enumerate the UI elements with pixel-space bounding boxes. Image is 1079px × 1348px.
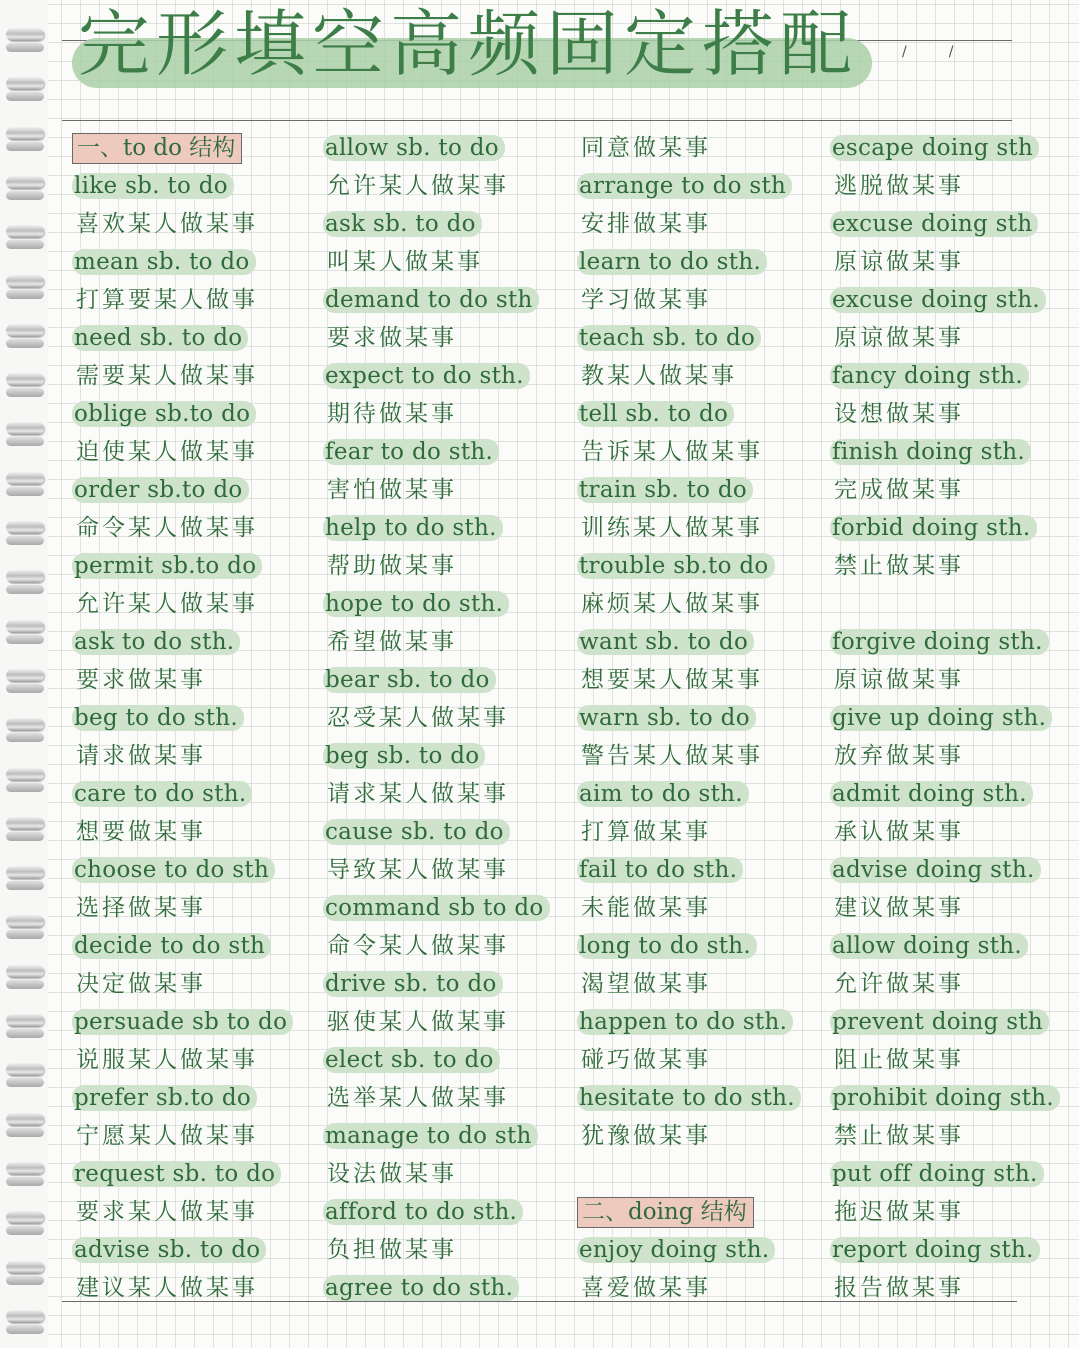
english-phrase: teach sb. to do — [577, 325, 761, 351]
phrase-row — [577, 623, 827, 661]
phrase-row — [830, 927, 1075, 965]
spiral-ring — [6, 915, 44, 928]
chinese-meaning: 原谅做某事 — [834, 249, 964, 275]
meaning-row — [830, 965, 1075, 1003]
chinese-meaning: 警告某人做某事 — [581, 743, 763, 769]
spiral-ring — [6, 176, 44, 189]
phrase-row — [323, 965, 573, 1003]
meaning-row — [323, 547, 573, 585]
spiral-ring — [6, 422, 44, 435]
english-phrase: give up doing sth. — [830, 705, 1052, 731]
english-phrase: train sb. to do — [577, 477, 753, 503]
phrase-row — [830, 509, 1075, 547]
phrase-row — [577, 395, 827, 433]
phrase-row — [72, 1155, 322, 1193]
english-phrase: forbid doing sth. — [830, 515, 1037, 541]
phrase-row — [577, 927, 827, 965]
english-phrase: elect sb. to do — [323, 1047, 500, 1073]
meaning-row — [72, 509, 322, 547]
chinese-meaning: 允许某人做某事 — [76, 591, 258, 617]
spiral-ring — [6, 1113, 44, 1126]
chinese-meaning: 放弃做某事 — [834, 743, 964, 769]
meaning-row — [323, 395, 573, 433]
page-title: 完形填空高频固定搭配 — [78, 2, 859, 86]
chinese-meaning: 想要某人做某事 — [581, 667, 763, 693]
column-3 — [577, 129, 827, 1307]
meaning-row — [323, 927, 573, 965]
chinese-meaning: 想要做某事 — [76, 819, 206, 845]
spiral-ring — [6, 1162, 44, 1175]
phrase-row — [577, 471, 827, 509]
corner-mark: / — [948, 44, 954, 60]
meaning-row — [72, 585, 322, 623]
meaning-row — [323, 471, 573, 509]
chinese-meaning: 要求做某事 — [327, 325, 457, 351]
meaning-row — [577, 281, 827, 319]
chinese-meaning: 承认做某事 — [834, 819, 964, 845]
spiral-ring — [6, 1211, 44, 1224]
meaning-row — [72, 661, 322, 699]
phrase-row — [323, 281, 573, 319]
chinese-meaning: 决定做某事 — [76, 971, 206, 997]
phrase-row — [72, 167, 322, 205]
english-phrase: persuade sb to do — [72, 1009, 293, 1035]
phrase-row — [830, 1155, 1075, 1193]
english-phrase: prefer sb.to do — [72, 1085, 257, 1111]
english-phrase: long to do sth. — [577, 933, 757, 959]
phrase-row — [72, 319, 322, 357]
english-phrase: agree to do sth. — [323, 1275, 519, 1301]
english-phrase: forgive doing sth. — [830, 629, 1049, 655]
chinese-meaning: 拖迟做某事 — [834, 1199, 964, 1225]
english-phrase: excuse doing sth. — [830, 287, 1046, 313]
meaning-row — [323, 319, 573, 357]
english-phrase: hesitate to do sth. — [577, 1085, 801, 1111]
meaning-row — [323, 851, 573, 889]
chinese-meaning: 希望做某事 — [327, 629, 457, 655]
phrase-row — [323, 1041, 573, 1079]
english-phrase: tell sb. to do — [577, 401, 734, 427]
chinese-meaning: 碰巧做某事 — [581, 1047, 711, 1073]
blank-row — [830, 585, 1075, 623]
english-phrase: fail to do sth. — [577, 857, 743, 883]
meaning-row — [830, 661, 1075, 699]
column-1 — [72, 129, 322, 1307]
spiral-ring — [6, 768, 44, 781]
chinese-meaning: 说服某人做某事 — [76, 1047, 258, 1073]
english-phrase: choose to do sth — [72, 857, 275, 883]
phrase-row — [577, 167, 827, 205]
english-phrase: decide to do sth — [72, 933, 271, 959]
phrase-row — [830, 1079, 1075, 1117]
chinese-meaning: 禁止做某事 — [834, 1123, 964, 1149]
meaning-row — [72, 1193, 322, 1231]
chinese-meaning: 逃脱做某事 — [834, 173, 964, 199]
english-phrase: help to do sth. — [323, 515, 503, 541]
section-heading-row — [72, 129, 322, 167]
phrase-row — [577, 1003, 827, 1041]
meaning-row — [323, 623, 573, 661]
meaning-row — [577, 205, 827, 243]
chinese-meaning: 建议做某事 — [834, 895, 964, 921]
phrase-row — [323, 1117, 573, 1155]
chinese-meaning: 导致某人做某事 — [327, 857, 509, 883]
english-phrase: manage to do sth — [323, 1123, 538, 1149]
english-phrase: drive sb. to do — [323, 971, 503, 997]
english-phrase: want sb. to do — [577, 629, 754, 655]
spiral-ring — [6, 718, 44, 731]
chinese-meaning: 犹豫做某事 — [581, 1123, 711, 1149]
chinese-meaning: 负担做某事 — [327, 1237, 457, 1263]
english-phrase: happen to do sth. — [577, 1009, 793, 1035]
chinese-meaning: 原谅做某事 — [834, 667, 964, 693]
english-phrase: command sb to do — [323, 895, 550, 921]
phrase-row — [72, 243, 322, 281]
phrase-row — [577, 1231, 827, 1269]
english-phrase: bear sb. to do — [323, 667, 496, 693]
chinese-meaning: 完成做某事 — [834, 477, 964, 503]
phrase-row — [830, 1003, 1075, 1041]
chinese-meaning: 设想做某事 — [834, 401, 964, 427]
section-heading: 二、doing 结构 — [577, 1197, 754, 1228]
chinese-meaning: 要求做某事 — [76, 667, 206, 693]
spiral-ring — [6, 521, 44, 534]
english-phrase: need sb. to do — [72, 325, 248, 351]
phrase-row — [323, 813, 573, 851]
phrase-row — [323, 1193, 573, 1231]
phrase-row — [323, 585, 573, 623]
phrase-row — [72, 395, 322, 433]
english-phrase: fancy doing sth. — [830, 363, 1029, 389]
phrase-row — [72, 1231, 322, 1269]
english-phrase: allow doing sth. — [830, 933, 1028, 959]
meaning-row — [72, 433, 322, 471]
chinese-meaning: 喜爱做某事 — [581, 1275, 711, 1301]
english-phrase: afford to do sth. — [323, 1199, 523, 1225]
english-phrase: care to do sth. — [72, 781, 252, 807]
meaning-row — [830, 737, 1075, 775]
meaning-row — [577, 129, 827, 167]
phrase-row — [577, 547, 827, 585]
spiral-ring — [6, 225, 44, 238]
meaning-row — [830, 1041, 1075, 1079]
chinese-meaning: 叫某人做某事 — [327, 249, 483, 275]
english-phrase: beg sb. to do — [323, 743, 485, 769]
meaning-row — [72, 281, 322, 319]
corner-marks — [902, 44, 982, 66]
meaning-row — [830, 1193, 1075, 1231]
spiral-ring — [6, 77, 44, 90]
english-phrase: prevent doing sth — [830, 1009, 1049, 1035]
phrase-row — [830, 699, 1075, 737]
phrase-row — [72, 927, 322, 965]
english-phrase: advise sb. to do — [72, 1237, 266, 1263]
spiral-ring — [6, 1310, 44, 1323]
chinese-meaning: 要求某人做某事 — [76, 1199, 258, 1225]
meaning-row — [72, 1041, 322, 1079]
phrase-row — [323, 357, 573, 395]
meaning-row — [72, 965, 322, 1003]
section-heading: 一、to do 结构 — [72, 133, 242, 164]
column-2 — [323, 129, 573, 1307]
phrase-row — [72, 471, 322, 509]
chinese-meaning: 训练某人做某事 — [581, 515, 763, 541]
phrase-row — [577, 243, 827, 281]
meaning-row — [72, 205, 322, 243]
chinese-meaning: 允许某人做某事 — [327, 173, 509, 199]
chinese-meaning: 报告做某事 — [834, 1275, 964, 1301]
chinese-meaning: 学习做某事 — [581, 287, 711, 313]
phrase-row — [577, 319, 827, 357]
meaning-row — [323, 1003, 573, 1041]
chinese-meaning: 打算要某人做事 — [76, 287, 258, 313]
phrase-row — [830, 775, 1075, 813]
meaning-row — [577, 737, 827, 775]
english-phrase: put off doing sth. — [830, 1161, 1044, 1187]
english-phrase: ask to do sth. — [72, 629, 240, 655]
chinese-meaning: 允许做某事 — [834, 971, 964, 997]
chinese-meaning: 选举某人做某事 — [327, 1085, 509, 1111]
meaning-row — [830, 319, 1075, 357]
english-phrase: report doing sth. — [830, 1237, 1040, 1263]
meaning-row — [323, 1231, 573, 1269]
phrase-row — [72, 699, 322, 737]
section-heading-row — [577, 1193, 827, 1231]
english-phrase: beg to do sth. — [72, 705, 244, 731]
chinese-meaning: 原谅做某事 — [834, 325, 964, 351]
spiral-ring — [6, 570, 44, 583]
meaning-row — [577, 965, 827, 1003]
meaning-row — [577, 1041, 827, 1079]
spiral-ring — [6, 1014, 44, 1027]
phrase-row — [577, 775, 827, 813]
chinese-meaning: 安排做某事 — [581, 211, 711, 237]
meaning-row — [577, 889, 827, 927]
spiral-ring — [6, 866, 44, 879]
phrase-row — [830, 205, 1075, 243]
english-phrase: order sb.to do — [72, 477, 249, 503]
english-phrase: like sb. to do — [72, 173, 234, 199]
chinese-meaning: 设法做某事 — [327, 1161, 457, 1187]
phrase-row — [577, 851, 827, 889]
footer-rule — [62, 1301, 1017, 1302]
meaning-row — [830, 813, 1075, 851]
chinese-meaning: 渴望做某事 — [581, 971, 711, 997]
spiral-ring — [6, 324, 44, 337]
chinese-meaning: 打算做某事 — [581, 819, 711, 845]
phrase-row — [830, 281, 1075, 319]
phrase-row — [830, 433, 1075, 471]
blank-row — [577, 1155, 827, 1193]
english-phrase: learn to do sth. — [577, 249, 767, 275]
spiral-ring — [6, 28, 44, 41]
phrase-row — [72, 1003, 322, 1041]
english-phrase: admit doing sth. — [830, 781, 1033, 807]
english-phrase: expect to do sth. — [323, 363, 530, 389]
phrase-row — [323, 433, 573, 471]
chinese-meaning: 驱使某人做某事 — [327, 1009, 509, 1035]
meaning-row — [577, 813, 827, 851]
phrase-row — [577, 699, 827, 737]
meaning-row — [577, 585, 827, 623]
phrase-row — [830, 357, 1075, 395]
chinese-meaning: 麻烦某人做某事 — [581, 591, 763, 617]
chinese-meaning: 告诉某人做某事 — [581, 439, 763, 465]
phrase-row — [72, 851, 322, 889]
meaning-row — [323, 1079, 573, 1117]
spiral-ring — [6, 373, 44, 386]
meaning-row — [323, 775, 573, 813]
english-phrase: mean sb. to do — [72, 249, 256, 275]
meaning-row — [323, 699, 573, 737]
corner-mark: / — [902, 44, 907, 60]
chinese-meaning: 宁愿某人做某事 — [76, 1123, 258, 1149]
spiral-ring — [6, 1063, 44, 1076]
chinese-meaning: 建议某人做某事 — [76, 1275, 258, 1301]
english-phrase: prohibit doing sth. — [830, 1085, 1060, 1111]
chinese-meaning: 忍受某人做某事 — [327, 705, 509, 731]
meaning-row — [830, 547, 1075, 585]
chinese-meaning: 需要某人做某事 — [76, 363, 258, 389]
meaning-row — [72, 1117, 322, 1155]
chinese-meaning: 帮助做某事 — [327, 553, 457, 579]
meaning-row — [830, 395, 1075, 433]
spiral-binding — [0, 0, 48, 1348]
phrase-row — [577, 1079, 827, 1117]
chinese-meaning: 阻止做某事 — [834, 1047, 964, 1073]
chinese-meaning: 迫使某人做某事 — [76, 439, 258, 465]
english-phrase: finish doing sth. — [830, 439, 1031, 465]
english-phrase: request sb. to do — [72, 1161, 281, 1187]
phrase-row — [323, 737, 573, 775]
chinese-meaning: 未能做某事 — [581, 895, 711, 921]
english-phrase: permit sb.to do — [72, 553, 262, 579]
meaning-row — [830, 471, 1075, 509]
chinese-meaning: 禁止做某事 — [834, 553, 964, 579]
chinese-meaning: 期待做某事 — [327, 401, 457, 427]
spiral-ring — [6, 472, 44, 485]
phrase-row — [72, 547, 322, 585]
meaning-row — [72, 737, 322, 775]
meaning-row — [323, 167, 573, 205]
meaning-row — [72, 889, 322, 927]
chinese-meaning: 命令某人做某事 — [327, 933, 509, 959]
english-phrase: aim to do sth. — [577, 781, 749, 807]
english-phrase: allow sb. to do — [323, 135, 505, 161]
english-phrase: ask sb. to do — [323, 211, 482, 237]
english-phrase: oblige sb.to do — [72, 401, 256, 427]
chinese-meaning: 害怕做某事 — [327, 477, 457, 503]
english-phrase: advise doing sth. — [830, 857, 1041, 883]
meaning-row — [577, 661, 827, 699]
meaning-row — [577, 1117, 827, 1155]
chinese-meaning: 命令某人做某事 — [76, 515, 258, 541]
chinese-meaning: 喜欢某人做某事 — [76, 211, 258, 237]
meaning-row — [577, 357, 827, 395]
spiral-ring — [6, 817, 44, 830]
phrase-row — [830, 1231, 1075, 1269]
spiral-ring — [6, 669, 44, 682]
english-phrase: warn sb. to do — [577, 705, 756, 731]
meaning-row — [72, 813, 322, 851]
meaning-row — [830, 167, 1075, 205]
phrase-row — [72, 1079, 322, 1117]
meaning-row — [830, 243, 1075, 281]
english-phrase: trouble sb.to do — [577, 553, 775, 579]
phrase-row — [72, 623, 322, 661]
phrase-row — [323, 661, 573, 699]
spiral-ring — [6, 620, 44, 633]
meaning-row — [830, 1117, 1075, 1155]
meaning-row — [577, 433, 827, 471]
chinese-meaning: 请求某人做某事 — [327, 781, 509, 807]
meaning-row — [830, 889, 1075, 927]
spiral-ring — [6, 965, 44, 978]
phrase-row — [830, 851, 1075, 889]
phrase-row — [72, 775, 322, 813]
english-phrase: cause sb. to do — [323, 819, 510, 845]
meaning-row — [323, 243, 573, 281]
phrase-row — [323, 129, 573, 167]
english-phrase: hope to do sth. — [323, 591, 509, 617]
meaning-row — [72, 357, 322, 395]
column-4 — [830, 129, 1075, 1307]
spiral-ring — [6, 1261, 44, 1274]
chinese-meaning: 教某人做某事 — [581, 363, 737, 389]
phrase-row — [323, 889, 573, 927]
spiral-ring — [6, 127, 44, 140]
chinese-meaning: 请求做某事 — [76, 743, 206, 769]
phrase-row — [323, 509, 573, 547]
english-phrase: excuse doing sth — [830, 211, 1038, 237]
chinese-meaning: 选择做某事 — [76, 895, 206, 921]
chinese-meaning: 同意做某事 — [581, 135, 711, 161]
spiral-ring — [6, 275, 44, 288]
english-phrase: escape doing sth — [830, 135, 1039, 161]
phrase-row — [323, 205, 573, 243]
meaning-row — [323, 1155, 573, 1193]
meaning-row — [577, 509, 827, 547]
english-phrase: arrange to do sth — [577, 173, 792, 199]
header-rule-bottom — [62, 120, 1012, 121]
english-phrase: enjoy doing sth. — [577, 1237, 775, 1263]
phrase-row — [830, 129, 1075, 167]
phrase-row — [830, 623, 1075, 661]
english-phrase: demand to do sth — [323, 287, 539, 313]
english-phrase: fear to do sth. — [323, 439, 499, 465]
